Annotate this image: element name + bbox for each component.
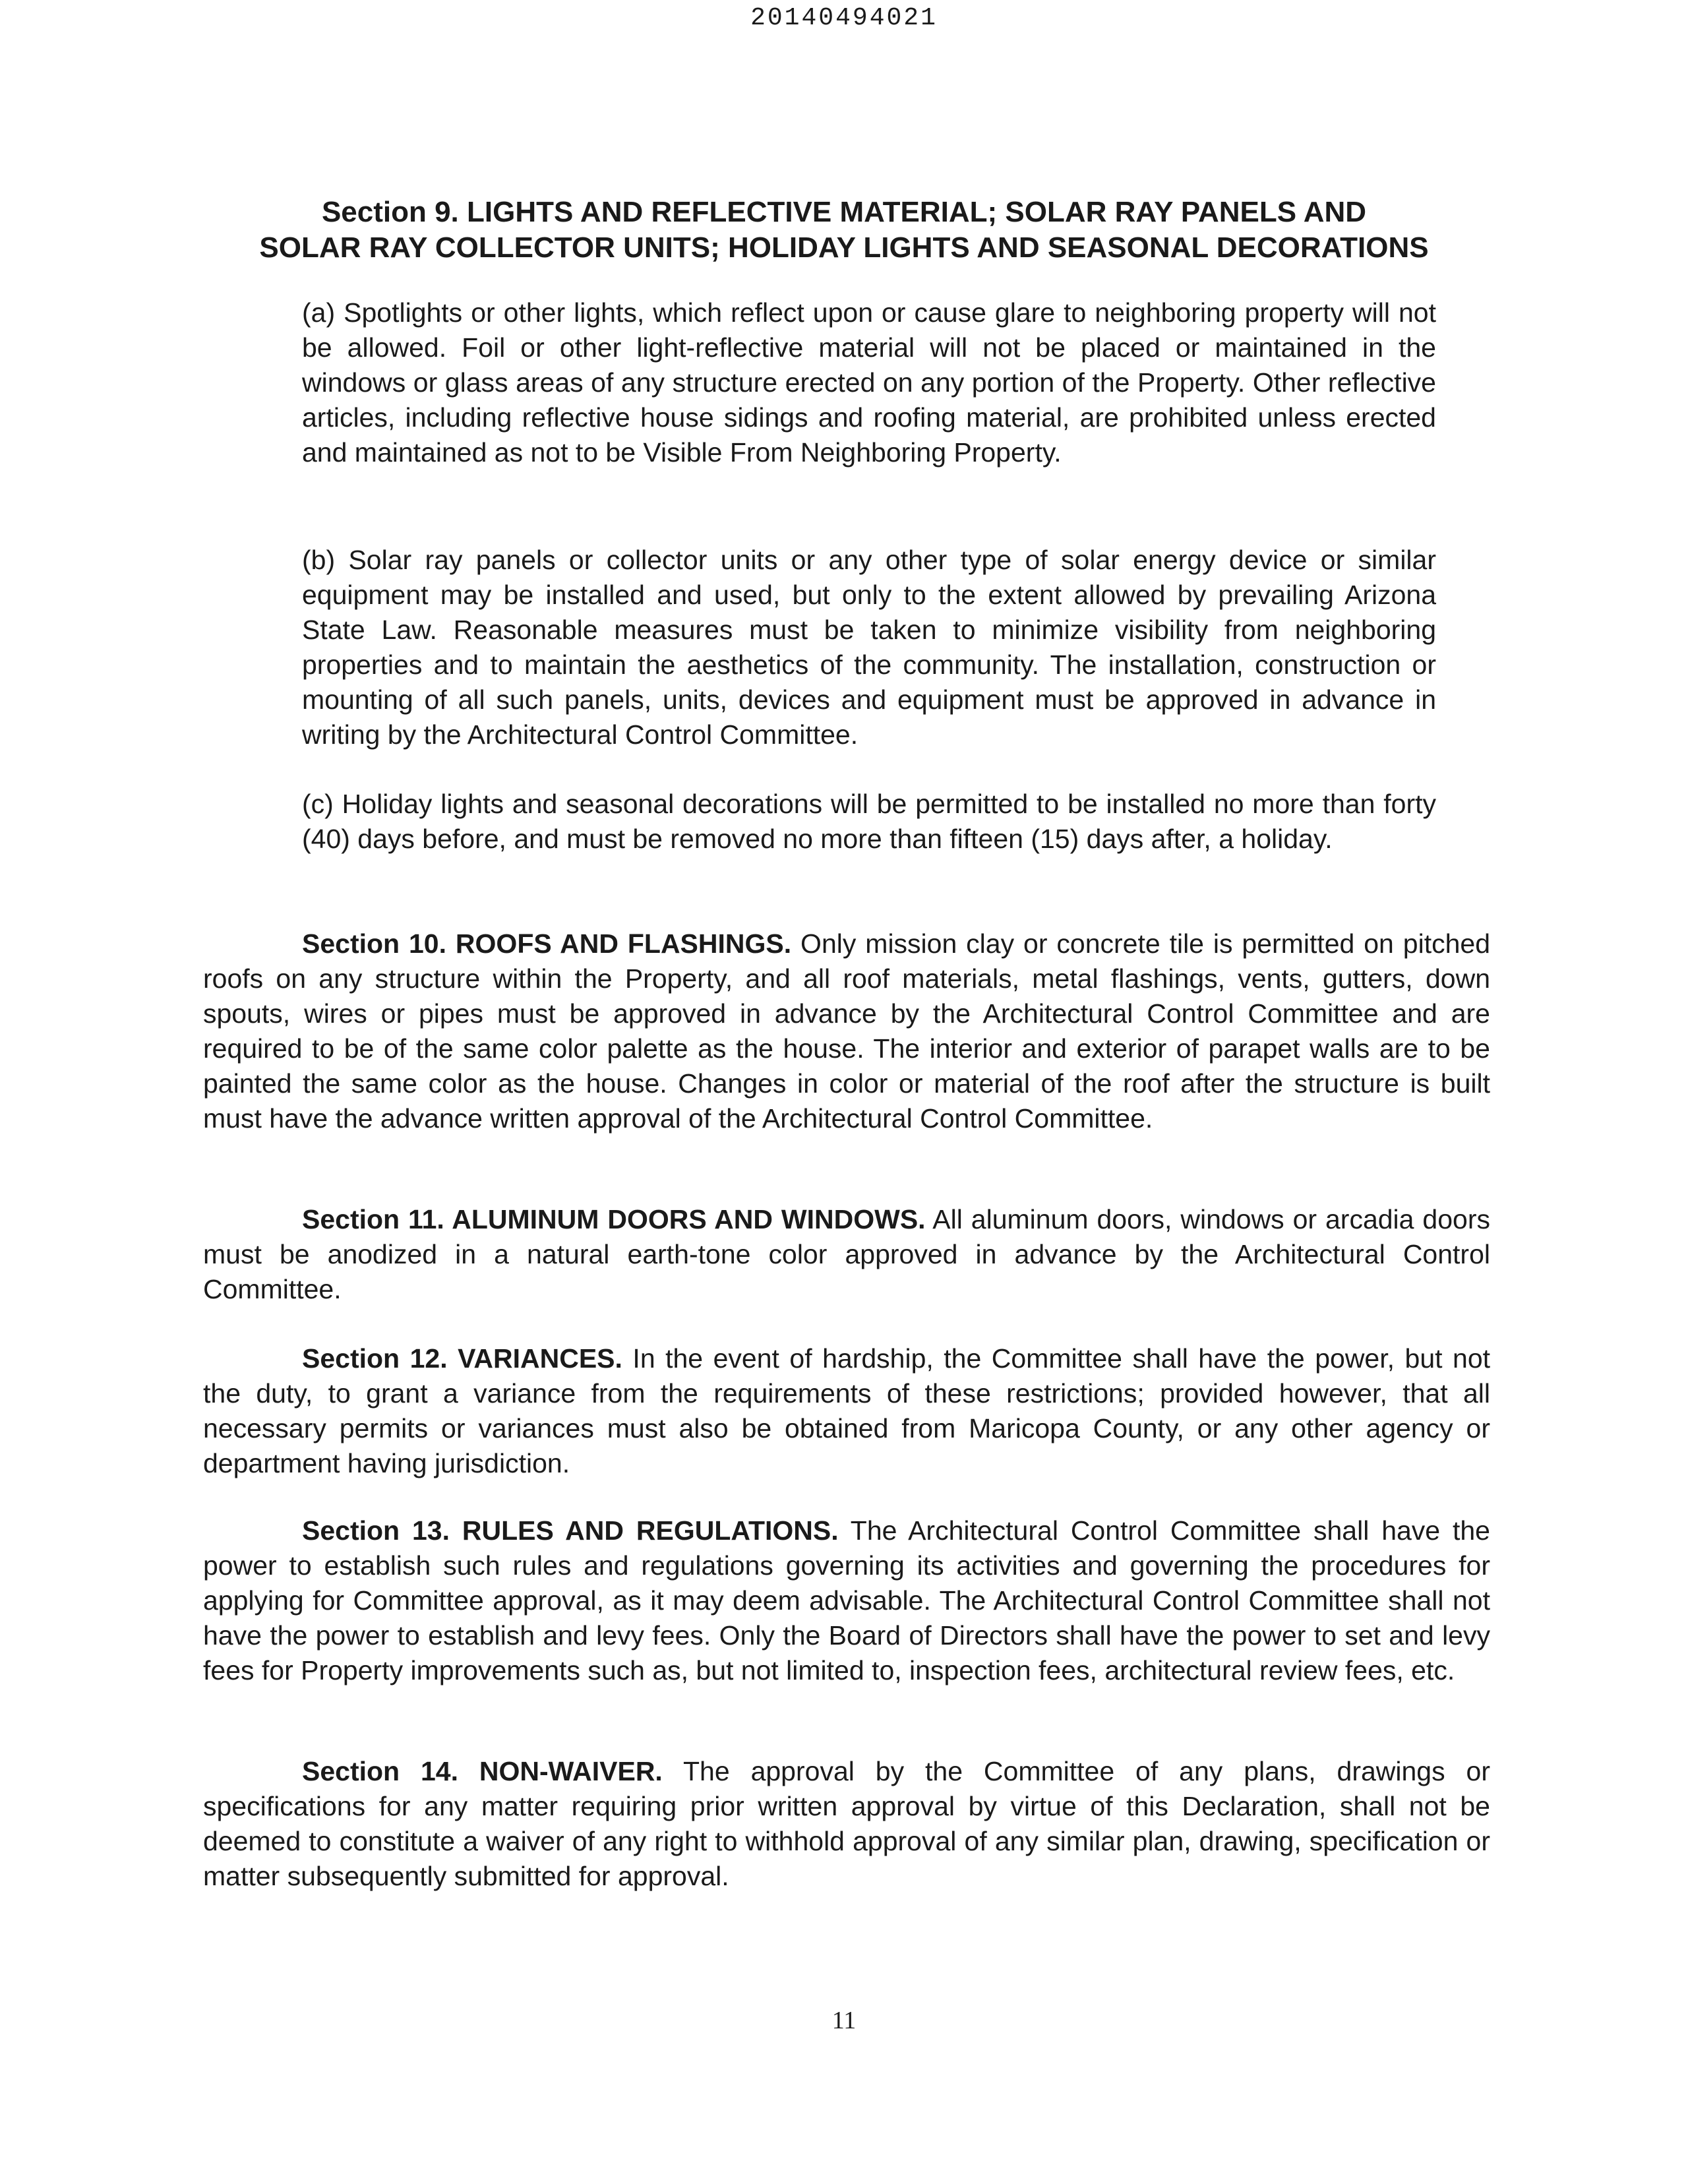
section-10-paragraph: [203, 926, 1490, 1136]
section-14-paragraph: [203, 1754, 1490, 1894]
document-number: 20140494021: [750, 4, 938, 32]
section-10-title: Section 10. ROOFS AND FLASHINGS.: [302, 928, 792, 959]
section-12-title: Section 12. VARIANCES.: [302, 1343, 622, 1374]
section-9-heading-line-1: Section 9. LIGHTS AND REFLECTIVE MATERIAL; SOLAR RAY PANELS AND: [321, 196, 1367, 228]
section-10-body: Only mission clay or concrete tile is permitted on pitched roofs on any structure within the Property, and all roof materials, metal flashings, vents, gutters, down spouts, wires or pipes must be approved in advance by the Architectural Control Committee and are required to be of the same color palette as the house. The interior and exterior of parapet walls are to be painted the same color as the house. Changes in color or material of the roof after the structure is built must have the advance written approval of the Architectural Control Committee.: [203, 928, 1490, 1134]
section-12-paragraph: [203, 1341, 1490, 1481]
section-14-body: The approval by the Committee of any plans, drawings or specifications for any matter requiring prior written approval by virtue of this Declaration, shall not be deemed to constitute a waiver of any right to withhold approval of any similar plan, drawing, specification or matter subsequently submitted for approval.: [203, 1756, 1490, 1891]
section-11-title: Section 11. ALUMINUM DOORS AND WINDOWS.: [302, 1204, 926, 1234]
section-14-title: Section 14. NON-WAIVER.: [302, 1756, 663, 1786]
section-9-paragraph-b: (b) Solar ray panels or collector units or any other type of solar energy device or similar equipment may be installed and used, but only to the extent allowed by prevailing Arizona State Law. Reasonable measures must be taken to minimize visibility from neighboring properties and to maintain the aesthetics of the community. The installation, construction or mounting of all such panels, units, devices and equipment must be approved in advance in writing by the Architectural Control Committee.: [302, 545, 1436, 750]
section-13-body: The Architectural Control Committee shall have the power to establish such rules and regulations governing its activities and governing the procedures for applying for Committee approval, as it may deem advisable. The Architectural Control Committee shall not have the power to establish and levy fees. Only the Board of Directors shall have the power to set and levy fees for Property improvements such as, but not limited to, inspection fees, architectural review fees, etc.: [203, 1515, 1490, 1685]
section-9-heading: [191, 195, 1497, 266]
section-9-paragraph-a: (a) Spotlights or other lights, which reflect upon or cause glare to neighboring property will not be allowed. Foil or other light-reflective material will not be placed or maintained in the windows or glass areas of any structure erected on any portion of the Property. Other reflective articles, including reflective house sidings and roofing material, are prohibited unless erected and maintained as not to be Visible From Neighboring Property.: [302, 297, 1436, 468]
section-9-heading-line-2: SOLAR RAY COLLECTOR UNITS; HOLIDAY LIGHTS AND SEASONAL DECORATIONS: [259, 231, 1429, 264]
section-11-body: All aluminum doors, windows or arcadia doors must be anodized in a natural earth-tone color approved in advance by the Architectural Control Committee.: [203, 1204, 1490, 1304]
section-11-paragraph: [203, 1202, 1490, 1307]
page-number: 11: [831, 2007, 857, 2034]
section-9-paragraph-c: (c) Holiday lights and seasonal decorations will be permitted to be installed no more than forty (40) days before, and must be removed no more than fifteen (15) days after, a holiday.: [302, 789, 1436, 854]
section-13-paragraph: [203, 1513, 1490, 1688]
section-13-title: Section 13. RULES AND REGULATIONS.: [302, 1515, 839, 1546]
section-12-body: In the event of hardship, the Committee shall have the power, but not the duty, to grant a variance from the requirements of these restrictions; provided however, that all necessary permits or variances must also be obtained from Maricopa County, or any other agency or department having jurisdiction.: [203, 1343, 1491, 1478]
